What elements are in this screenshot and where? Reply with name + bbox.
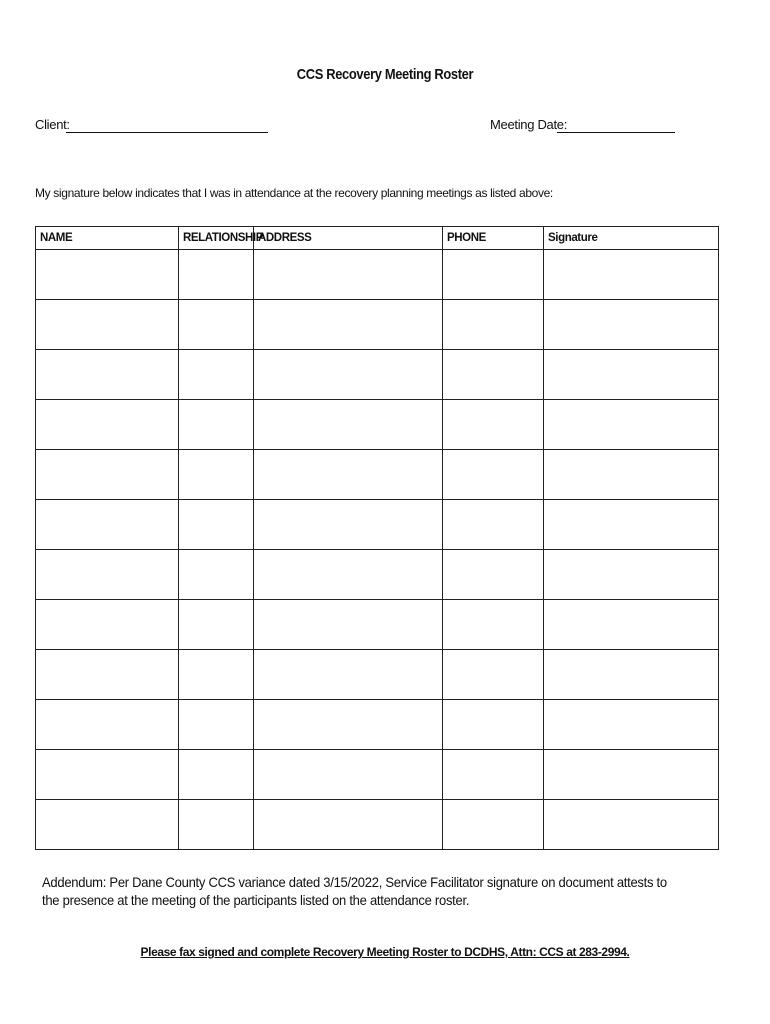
address-cell[interactable] bbox=[254, 550, 443, 600]
table-row bbox=[36, 650, 719, 700]
signature-cell[interactable] bbox=[544, 750, 719, 800]
name-cell[interactable] bbox=[36, 500, 179, 550]
address-cell[interactable] bbox=[254, 700, 443, 750]
meeting-date-label: Meeting Date: bbox=[490, 117, 568, 132]
table-row bbox=[36, 700, 719, 750]
address-cell[interactable] bbox=[254, 300, 443, 350]
signature-cell[interactable] bbox=[544, 600, 719, 650]
relationship-cell[interactable] bbox=[179, 400, 254, 450]
signature-cell[interactable] bbox=[544, 800, 719, 850]
signature-cell[interactable] bbox=[544, 550, 719, 600]
client-label: Client: bbox=[35, 117, 70, 132]
relationship-cell[interactable] bbox=[179, 450, 254, 500]
name-cell[interactable] bbox=[36, 800, 179, 850]
phone-cell[interactable] bbox=[443, 450, 544, 500]
table-header-row bbox=[36, 227, 719, 250]
table-row bbox=[36, 600, 719, 650]
address-cell[interactable] bbox=[254, 450, 443, 500]
phone-cell[interactable] bbox=[443, 250, 544, 300]
relationship-cell[interactable] bbox=[179, 550, 254, 600]
name-cell[interactable] bbox=[36, 650, 179, 700]
name-cell[interactable] bbox=[36, 600, 179, 650]
signature-cell[interactable] bbox=[544, 700, 719, 750]
relationship-cell[interactable] bbox=[179, 300, 254, 350]
phone-cell[interactable] bbox=[443, 550, 544, 600]
table-row bbox=[36, 350, 719, 400]
table-row bbox=[36, 400, 719, 450]
relationship-cell[interactable] bbox=[179, 750, 254, 800]
relationship-cell[interactable] bbox=[179, 700, 254, 750]
header-name: NAME bbox=[36, 227, 179, 250]
phone-cell[interactable] bbox=[443, 400, 544, 450]
relationship-cell[interactable] bbox=[179, 500, 254, 550]
address-cell[interactable] bbox=[254, 650, 443, 700]
relationship-cell[interactable] bbox=[179, 800, 254, 850]
name-cell[interactable] bbox=[36, 700, 179, 750]
phone-cell[interactable] bbox=[443, 500, 544, 550]
phone-cell[interactable] bbox=[443, 700, 544, 750]
header-phone: PHONE bbox=[443, 227, 544, 250]
relationship-cell[interactable] bbox=[179, 250, 254, 300]
address-cell[interactable] bbox=[254, 400, 443, 450]
signature-cell[interactable] bbox=[544, 500, 719, 550]
client-field[interactable] bbox=[66, 132, 268, 133]
header-address: ADDRESS bbox=[254, 227, 443, 250]
relationship-cell[interactable] bbox=[179, 600, 254, 650]
header-relationship: RELATIONSHIP bbox=[179, 227, 254, 250]
address-cell[interactable] bbox=[254, 500, 443, 550]
table-row bbox=[36, 550, 719, 600]
table-row bbox=[36, 300, 719, 350]
phone-cell[interactable] bbox=[443, 750, 544, 800]
address-cell[interactable] bbox=[254, 750, 443, 800]
phone-cell[interactable] bbox=[443, 650, 544, 700]
name-cell[interactable] bbox=[36, 300, 179, 350]
name-cell[interactable] bbox=[36, 400, 179, 450]
attendance-statement: My signature below indicates that I was in attendance at the recovery planning meetings as listed above: bbox=[35, 186, 553, 200]
signature-cell[interactable] bbox=[544, 250, 719, 300]
phone-cell[interactable] bbox=[443, 600, 544, 650]
table-row bbox=[36, 450, 719, 500]
name-cell[interactable] bbox=[36, 350, 179, 400]
attendance-roster-table bbox=[35, 226, 719, 850]
relationship-cell[interactable] bbox=[179, 650, 254, 700]
address-cell[interactable] bbox=[254, 800, 443, 850]
signature-cell[interactable] bbox=[544, 300, 719, 350]
table-row bbox=[36, 250, 719, 300]
phone-cell[interactable] bbox=[443, 800, 544, 850]
name-cell[interactable] bbox=[36, 750, 179, 800]
name-cell[interactable] bbox=[36, 550, 179, 600]
address-cell[interactable] bbox=[254, 250, 443, 300]
table-row bbox=[36, 750, 719, 800]
signature-cell[interactable] bbox=[544, 650, 719, 700]
header-signature: Signature bbox=[544, 227, 719, 250]
signature-cell[interactable] bbox=[544, 400, 719, 450]
name-cell[interactable] bbox=[36, 450, 179, 500]
relationship-cell[interactable] bbox=[179, 350, 254, 400]
fax-instructions: Please fax signed and complete Recovery Meeting Roster to DCDHS, Attn: CCS at 283-2994. bbox=[140, 945, 630, 959]
phone-cell[interactable] bbox=[443, 350, 544, 400]
name-cell[interactable] bbox=[36, 250, 179, 300]
addendum-text: Addendum: Per Dane County CCS variance dated 3/15/2022, Service Facilitator signature on document attests to the presence at the meeting of the participants listed on the attendance roster. bbox=[42, 874, 667, 908]
signature-cell[interactable] bbox=[544, 350, 719, 400]
phone-cell[interactable] bbox=[443, 300, 544, 350]
meeting-date-field[interactable] bbox=[557, 132, 675, 133]
table-row bbox=[36, 500, 719, 550]
address-cell[interactable] bbox=[254, 350, 443, 400]
address-cell[interactable] bbox=[254, 600, 443, 650]
table-body bbox=[36, 250, 719, 850]
page-title: CCS Recovery Meeting Roster bbox=[296, 66, 474, 83]
signature-cell[interactable] bbox=[544, 450, 719, 500]
table-row bbox=[36, 800, 719, 850]
